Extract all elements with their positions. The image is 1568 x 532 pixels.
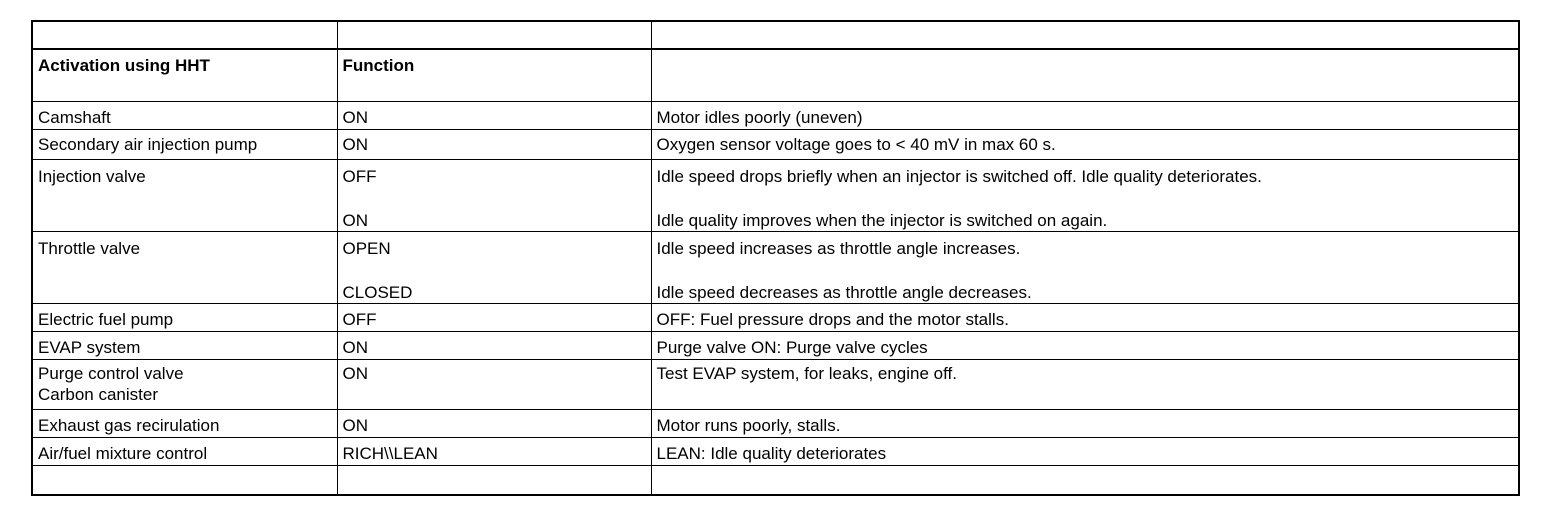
activation-cell: EVAP system [32,331,337,359]
activation-cell: Electric fuel pump [32,303,337,331]
function-cell: RICH\\LEAN [337,437,651,465]
empty-cell [32,465,337,495]
activation-line: Purge control valve [38,363,184,383]
header-row [32,49,1519,101]
header-result [651,49,1519,101]
result-value: Idle speed increases as throttle angle increases. [656,238,1021,258]
table-row [32,409,1519,437]
empty-cell [651,465,1519,495]
function-cell: ON [337,359,651,409]
result-value: Idle speed drops briefly when an injector is switched off. Idle quality deteriorates. [656,166,1262,186]
result-cell: Oxygen sensor voltage goes to < 40 mV in max 60 s. [651,129,1519,159]
table-row [32,331,1519,359]
empty-bottom-row [32,465,1519,495]
table-row [32,437,1519,465]
function-cell: ON [337,331,651,359]
function-cell: ON [337,101,651,129]
activation-cell: Air/fuel mixture control [32,437,337,465]
function-cell: ON [337,409,651,437]
activation-cell: Camshaft [32,101,337,129]
header-function: Function [337,49,651,101]
table-row [32,159,1519,231]
table-row [32,359,1519,409]
empty-top-row [32,21,1519,49]
result-cell: Test EVAP system, for leaks, engine off. [651,359,1519,409]
function-cell [337,231,651,303]
empty-cell [337,465,651,495]
table-row [32,303,1519,331]
empty-cell [32,21,337,49]
result-cell: LEAN: Idle quality deteriorates [651,437,1519,465]
header-activation: Activation using HHT [32,49,337,101]
result-cell [651,231,1519,303]
result-value: Idle speed decreases as throttle angle decreases. [656,282,1032,302]
result-cell: Motor idles poorly (uneven) [651,101,1519,129]
result-cell: Motor runs poorly, stalls. [651,409,1519,437]
activation-table [31,20,1520,496]
function-value: ON [342,210,368,230]
activation-cell: Secondary air injection pump [32,129,337,159]
result-cell: OFF: Fuel pressure drops and the motor stalls. [651,303,1519,331]
function-value: OFF [342,166,377,186]
result-cell [651,159,1519,231]
table-row [32,101,1519,129]
activation-cell: Exhaust gas recirulation [32,409,337,437]
empty-cell [337,21,651,49]
activation-cell: Injection valve [32,159,337,231]
table-row [32,129,1519,159]
activation-line: Carbon canister [38,384,159,404]
function-value: OPEN [342,238,391,258]
result-value: Idle quality improves when the injector is switched on again. [656,210,1108,230]
empty-cell [651,21,1519,49]
result-cell: Purge valve ON: Purge valve cycles [651,331,1519,359]
function-value: CLOSED [342,282,413,302]
activation-cell [32,359,337,409]
function-cell: OFF [337,303,651,331]
function-cell: ON [337,129,651,159]
table-row [32,231,1519,303]
activation-cell: Throttle valve [32,231,337,303]
function-cell [337,159,651,231]
